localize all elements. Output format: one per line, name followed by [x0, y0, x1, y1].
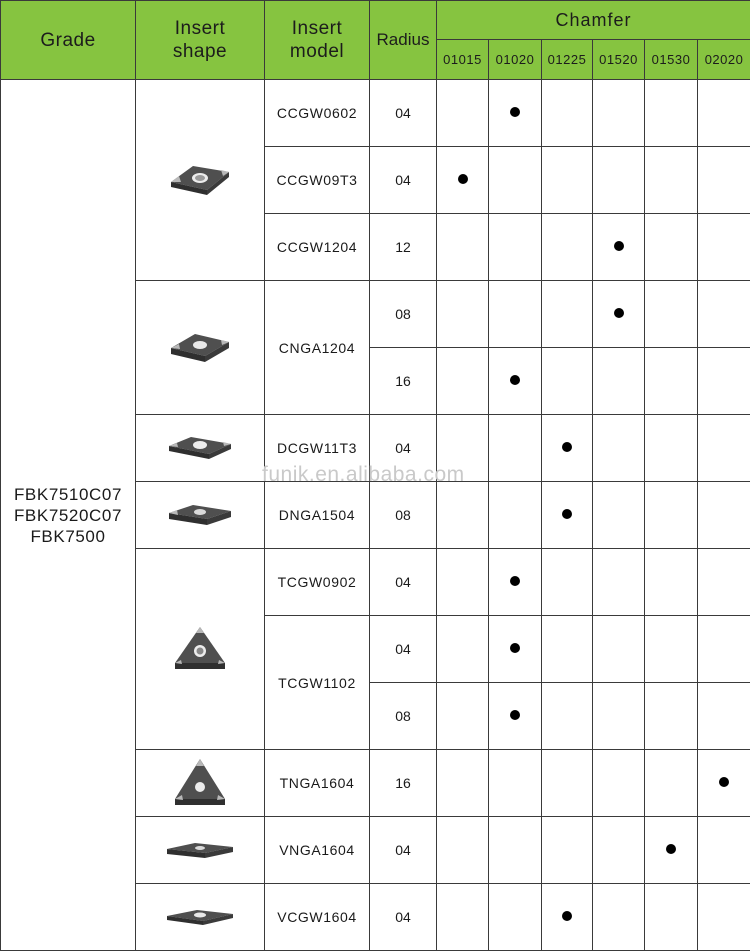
chamfer-code: 01015: [437, 40, 489, 80]
chamfer-cell: [593, 884, 645, 951]
chamfer-cell: [593, 348, 645, 415]
chamfer-cell: [437, 884, 489, 951]
insert-shape-cell: [136, 281, 265, 415]
chamfer-cell: [698, 616, 750, 683]
insert-model-cell: CCGW1204: [265, 214, 370, 281]
chamfer-cell: [645, 549, 698, 616]
radius-cell: 12: [370, 214, 437, 281]
chamfer-cell: [542, 616, 593, 683]
chamfer-cell: [542, 817, 593, 884]
chamfer-cell: [698, 549, 750, 616]
chamfer-cell: [593, 147, 645, 214]
insert-model-cell: TCGW1102: [265, 616, 370, 750]
availability-dot-icon: [562, 442, 572, 452]
chamfer-cell: [542, 549, 593, 616]
chamfer-cell: [645, 683, 698, 750]
chamfer-cell: [593, 549, 645, 616]
chamfer-cell: [437, 817, 489, 884]
chamfer-cell: [698, 80, 750, 147]
chamfer-cell: [489, 817, 542, 884]
insert-model-cell: CNGA1204: [265, 281, 370, 415]
chamfer-cell: [645, 348, 698, 415]
availability-dot-icon: [510, 710, 520, 720]
radius-cell: 16: [370, 348, 437, 415]
chamfer-cell: [489, 281, 542, 348]
chamfer-cell: [489, 147, 542, 214]
chamfer-cell: [645, 817, 698, 884]
radius-cell: 04: [370, 415, 437, 482]
insert-shape-cell: [136, 884, 265, 951]
chamfer-cell: [437, 281, 489, 348]
chamfer-cell: [437, 616, 489, 683]
chamfer-cell: [593, 214, 645, 281]
insert-model-cell: TNGA1604: [265, 750, 370, 817]
chamfer-cell: [542, 214, 593, 281]
availability-dot-icon: [614, 241, 624, 251]
chamfer-code: 02020: [698, 40, 750, 80]
radius-cell: 04: [370, 884, 437, 951]
chamfer-cell: [542, 750, 593, 817]
insert-shape-cell: [136, 817, 265, 884]
chamfer-cell: [593, 750, 645, 817]
chamfer-cell: [437, 482, 489, 549]
chamfer-code: 01020: [489, 40, 542, 80]
rhombus-55-positive-insert-icon: [136, 432, 264, 464]
triangle-positive-insert-icon: [136, 623, 264, 675]
chamfer-cell: [593, 817, 645, 884]
chamfer-cell: [645, 415, 698, 482]
availability-dot-icon: [614, 308, 624, 318]
rhombus-35-positive-insert-icon: [136, 904, 264, 930]
insert-model-cell: VCGW1604: [265, 884, 370, 951]
chamfer-cell: [437, 147, 489, 214]
chamfer-cell: [645, 482, 698, 549]
header-radius: Radius: [370, 1, 437, 80]
insert-model-cell: DNGA1504: [265, 482, 370, 549]
chamfer-cell: [437, 549, 489, 616]
radius-cell: 04: [370, 549, 437, 616]
chamfer-code: 01530: [645, 40, 698, 80]
insert-shape-cell: [136, 415, 265, 482]
header-insert-shape: Insert shape: [136, 1, 265, 80]
chamfer-cell: [645, 147, 698, 214]
chamfer-cell: [645, 214, 698, 281]
chamfer-cell: [542, 884, 593, 951]
chamfer-cell: [645, 884, 698, 951]
chamfer-cell: [489, 549, 542, 616]
chamfer-cell: [645, 616, 698, 683]
insert-shape-cell: [136, 482, 265, 549]
chamfer-cell: [489, 415, 542, 482]
chamfer-cell: [645, 750, 698, 817]
chamfer-cell: [542, 147, 593, 214]
chamfer-cell: [437, 683, 489, 750]
radius-cell: 16: [370, 750, 437, 817]
radius-cell: 08: [370, 281, 437, 348]
chamfer-cell: [593, 281, 645, 348]
chamfer-cell: [542, 80, 593, 147]
chamfer-cell: [542, 683, 593, 750]
chamfer-cell: [437, 348, 489, 415]
chamfer-cell: [489, 482, 542, 549]
grade-name: FBK7500: [1, 526, 135, 547]
insert-model-cell: DCGW11T3: [265, 415, 370, 482]
chamfer-cell: [437, 750, 489, 817]
availability-dot-icon: [458, 174, 468, 184]
chamfer-cell: [593, 80, 645, 147]
chamfer-cell: [698, 415, 750, 482]
insert-model-cell: CCGW09T3: [265, 147, 370, 214]
insert-shape-cell: [136, 80, 265, 281]
chamfer-cell: [542, 482, 593, 549]
radius-cell: 04: [370, 80, 437, 147]
availability-dot-icon: [510, 107, 520, 117]
chamfer-cell: [437, 80, 489, 147]
radius-cell: 04: [370, 147, 437, 214]
radius-cell: 04: [370, 817, 437, 884]
chamfer-cell: [489, 884, 542, 951]
chamfer-cell: [698, 348, 750, 415]
chamfer-cell: [645, 281, 698, 348]
insert-shape-cell: [136, 549, 265, 750]
chamfer-cell: [698, 683, 750, 750]
availability-dot-icon: [562, 509, 572, 519]
chamfer-cell: [489, 616, 542, 683]
chamfer-cell: [542, 281, 593, 348]
chamfer-cell: [698, 817, 750, 884]
chamfer-cell: [489, 348, 542, 415]
header-grade: Grade: [1, 1, 136, 80]
insert-model-cell: VNGA1604: [265, 817, 370, 884]
rhombus-80-negative-insert-icon: [136, 328, 264, 368]
chamfer-cell: [593, 683, 645, 750]
watermark: funik.en.alibaba.com: [262, 463, 465, 487]
chamfer-code: 01520: [593, 40, 645, 80]
header-insert-model: Insert model: [265, 1, 370, 80]
availability-dot-icon: [510, 375, 520, 385]
availability-dot-icon: [510, 576, 520, 586]
table-row: [1, 80, 750, 147]
insert-shape-cell: [136, 750, 265, 817]
rhombus-55-negative-insert-icon: [136, 499, 264, 531]
rhombus-80-insert-icon: [136, 160, 264, 200]
chamfer-cell: [489, 80, 542, 147]
chamfer-cell: [593, 415, 645, 482]
chamfer-cell: [437, 214, 489, 281]
header-chamfer: Chamfer: [437, 1, 750, 40]
chamfer-cell: [489, 750, 542, 817]
radius-cell: 08: [370, 683, 437, 750]
grade-cell: [1, 80, 136, 951]
availability-dot-icon: [719, 777, 729, 787]
chamfer-cell: [698, 214, 750, 281]
insert-model-cell: TCGW0902: [265, 549, 370, 616]
insert-model-cell: CCGW0602: [265, 80, 370, 147]
chamfer-code: 01225: [542, 40, 593, 80]
grade-name: FBK7520C07: [1, 505, 135, 526]
chamfer-cell: [698, 884, 750, 951]
availability-dot-icon: [666, 844, 676, 854]
chamfer-cell: [489, 214, 542, 281]
grade-name: FBK7510C07: [1, 484, 135, 505]
radius-cell: 08: [370, 482, 437, 549]
chamfer-cell: [489, 683, 542, 750]
chamfer-cell: [698, 482, 750, 549]
chamfer-cell: [698, 281, 750, 348]
chamfer-cell: [698, 750, 750, 817]
availability-dot-icon: [562, 911, 572, 921]
chamfer-cell: [698, 147, 750, 214]
chamfer-cell: [593, 482, 645, 549]
chamfer-cell: [542, 348, 593, 415]
triangle-negative-insert-icon: [136, 755, 264, 811]
rhombus-35-negative-insert-icon: [136, 837, 264, 863]
chamfer-cell: [542, 415, 593, 482]
radius-cell: 04: [370, 616, 437, 683]
chamfer-cell: [437, 415, 489, 482]
chamfer-cell: [645, 80, 698, 147]
availability-dot-icon: [510, 643, 520, 653]
chamfer-cell: [593, 616, 645, 683]
